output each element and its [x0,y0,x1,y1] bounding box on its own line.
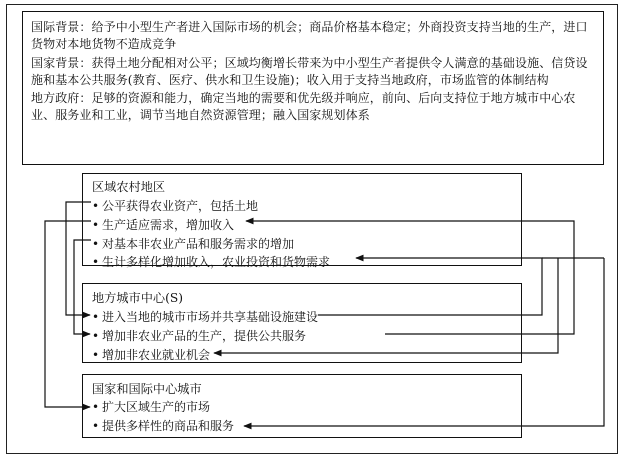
local-item-3: • 增加非农业就业机会 [92,348,211,362]
national-item-1: • 扩大区域生产的市场 [92,400,211,414]
arrow-to-national2 [244,258,604,426]
national-background-text: 国家背景：获得土地分配相对公平；区域均衡增长带来为中小型生产者提供令人满意的基础设施、信贷设施和基本公共服务(教育、医疗、供水和卫生设施)；收入用于支持当地政府，市场监管的体制结构 [31,55,588,87]
rural-item-3: • 对基本非农业产品和服务需求的增加 [92,237,295,251]
arrow-rural4-to-local3 [214,258,558,353]
national-center-title: 国家和国际中心城市 [92,382,202,396]
arrow-rural1-to-local1 [66,202,91,315]
rural-region-title: 区域农村地区 [92,180,166,194]
local-item-1: • 进入当地的城市市场并共享基础设施建设 [92,310,319,324]
rural-item-2: • 生产适应需求，增加收入 [92,218,235,232]
rural-item-1: • 公平获得农业资产，包括土地 [92,199,259,213]
arrow-local1-to-rural4 [318,258,542,315]
arrow-local2-to-rural2 [246,221,574,334]
rural-item-4: • 生计多样化增加收入，农业投资和货物需求 [92,255,331,269]
local-center-title: 地方城市中心(S) [92,291,183,305]
arrow-rural3-to-local2 [74,240,91,334]
international-background-text: 国际背景：给予中小型生产者进入国际市场的机会；商品价格基本稳定；外商投资支持当地的生产，进口货物对本地货物不造成竞争 [31,20,588,52]
arrow-rural2-to-national1 [45,221,91,407]
local-item-2: • 增加非农业产品的生产，提供公共服务 [92,329,307,343]
local-government-text: 地方政府：足够的资源和能力，确定当地的需要和优先级并响应，前向、后向支持位于地方城市中心农业、服务业和工业，调节当地自然资源管理；融入国家规划体系 [31,91,576,123]
national-item-2: • 提供多样性的商品和服务 [92,419,235,433]
